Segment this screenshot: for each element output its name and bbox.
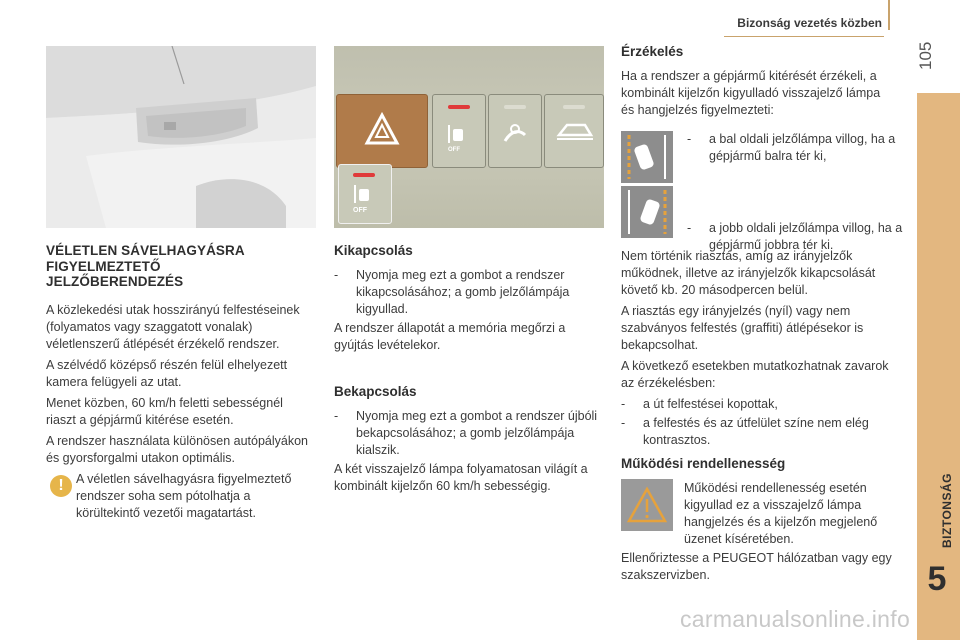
car-drifting-right-icon — [621, 186, 673, 238]
dashboard-buttons-photo — [334, 46, 604, 228]
erzekeles-heading: Érzékelés — [621, 44, 684, 59]
right-drift-bullet: - a jobb oldali jelzőlámpa villog, ha a gépjármű jobbra tér ki. — [687, 221, 903, 252]
disturbance-item-1-text: a út felfestései kopottak, — [643, 397, 778, 411]
kikapcsolas-heading: Kikapcsolás — [334, 243, 413, 258]
no-alert-paragraph: Nem történik riasztás, amíg az irányjelzők működnek, illetve az irányjelzők kikapcsolását követő kb. 20 másodpercen belül. — [621, 249, 876, 297]
watermark: carmanualsonline.info — [680, 606, 911, 632]
hazard-triangle-icon — [337, 95, 427, 167]
speed-paragraph: Menet közben, 60 km/h feletti sebességnél riaszt a gépjármű kitérése esetén. — [46, 395, 283, 427]
usage-paragraph: A rendszer használata különösen autópályákon és gyorsforgalmi utakon optimális. — [46, 433, 308, 465]
camera-paragraph: A szélvédő középső részén felül elhelyezett kamera felügyeli az utat. — [46, 357, 288, 389]
erzekeles-intro: Ha a rendszer a gépjármű kitérését érzékeli, a kombinált kijelzőn kigyulladó visszajelző lámpa és hangjelzés figyelmezteti: — [621, 69, 881, 117]
chapter-label: BIZTONSÁG — [940, 473, 954, 548]
middle-column — [334, 243, 604, 495]
graffiti-paragraph: A riasztás egy irányjelzés (nyíl) vagy nem szabványos felfestés (graffiti) átlépésekor is bekapcsolhat. — [621, 304, 864, 352]
header-divider — [888, 0, 890, 30]
header-rule — [724, 36, 884, 37]
left-drift-bullet: - a bal oldali jelzőlámpa villog, ha a gépjármű balra tér ki, — [687, 132, 896, 163]
disturbance-item-1: - a út felfestései kopottak, — [621, 397, 778, 411]
lane-left-picto — [621, 131, 673, 183]
chapter-tab — [917, 93, 960, 640]
warning-exclamation-icon: ! — [50, 475, 72, 497]
kikapcsolas-bullet: - Nyomja meg ezt a gombot a rendszer kikapcsolásához; a gomb jelzőlámpája kigyullad. — [334, 268, 570, 316]
main-heading-line-3: JELZŐBERENDEZÉS — [46, 274, 184, 289]
kikapcsolas-paragraph: A rendszer állapotát a memória megőrzi a gyújtás levételekor. — [334, 321, 566, 352]
running-header: Bizonság vezetés közben — [737, 16, 882, 30]
button-off-label: OFF — [448, 147, 460, 153]
disturbance-item-2: - a felfestés és az útfelület színe nem elég kontrasztos. — [621, 416, 869, 447]
disturbance-paragraph: A következő esetekben mutatkozhatnak zavarok az érzékelésben: — [621, 359, 889, 390]
warning-note-text: A véletlen sávelhagyásra figyelmeztető rendszer soha sem pótolhatja a körültekintő vezetői magatartást. — [76, 471, 292, 520]
parking-sensor-button — [544, 94, 604, 168]
button-led-red — [448, 105, 470, 109]
detection-details — [621, 248, 896, 449]
esp-button — [488, 94, 542, 168]
button-led-off — [504, 105, 526, 109]
main-heading-line-2: FIGYELMEZTETŐ — [46, 258, 161, 274]
bekapcsolas-heading: Bekapcsolás — [334, 384, 417, 399]
main-heading — [46, 243, 316, 290]
main-heading-line-1: VÉLETLEN SÁVELHAGYÁSRA — [46, 243, 245, 258]
lane-departure-off-button[interactable] — [432, 94, 486, 168]
left-column — [46, 243, 316, 522]
malfunction-note: Működési rendellenesség esetén kigyullad ez a visszajelző lámpa hangjelzés és a kijelzőn megjelenő üzenet kíséretében. — [684, 481, 878, 546]
malfunction-heading: Működési rendellenesség — [621, 456, 786, 471]
malfunction-picto — [621, 479, 673, 531]
zoom-off-label: OFF — [353, 207, 367, 214]
dealer-paragraph: Ellenőriztesse a PEUGEOT hálózatban vagy egy szakszervizben. — [621, 551, 892, 582]
warning-note — [46, 471, 316, 522]
windscreen-camera-photo — [46, 46, 316, 228]
lane-departure-button-zoom — [338, 164, 392, 224]
lane-right-picto — [621, 186, 673, 238]
hazard-button — [336, 94, 428, 168]
page-number: 105 — [916, 41, 935, 70]
bekapcsolas-paragraph: A két visszajelző lámpa folyamatosan világít a kombinált kijelzőn 60 km/h sebességig. — [334, 462, 588, 493]
kikapcsolas-bullet-text: Nyomja meg ezt a gombot a rendszer kikapcsolásához; a gomb jelzőlámpája kigyullad. — [356, 268, 570, 316]
zoom-led-red — [353, 173, 375, 177]
chapter-number: 5 — [927, 560, 947, 598]
button-led-off-2 — [563, 105, 585, 109]
left-drift-text: a bal oldali jelzőlámpa villog, ha a gépjármű balra tér ki, — [709, 132, 896, 163]
bekapcsolas-bullet: - Nyomja meg ezt a gombot a rendszer újbóli bekapcsolásához; a gomb jelzőlámpája kialszik. — [334, 409, 598, 457]
windscreen-camera-illustration — [46, 46, 316, 228]
right-drift-text: a jobb oldali jelzőlámpa villog, ha a gépjármű jobbra tér ki. — [709, 221, 903, 252]
intro-paragraph: A közlekedési utak hosszirányú felfestéseinek (folyamatos vagy szaggatott vonalak) véletlenszerű átlépését érzékelő rendszer. — [46, 302, 300, 351]
car-drifting-left-icon — [621, 131, 673, 183]
disturbance-item-2-text: a felfestés és az útfelület színe nem elég kontrasztos. — [643, 416, 869, 447]
warning-triangle-icon — [621, 479, 673, 531]
bekapcsolas-bullet-text: Nyomja meg ezt a gombot a rendszer újbóli bekapcsolásához; a gomb jelzőlámpája kialszik. — [356, 409, 598, 457]
